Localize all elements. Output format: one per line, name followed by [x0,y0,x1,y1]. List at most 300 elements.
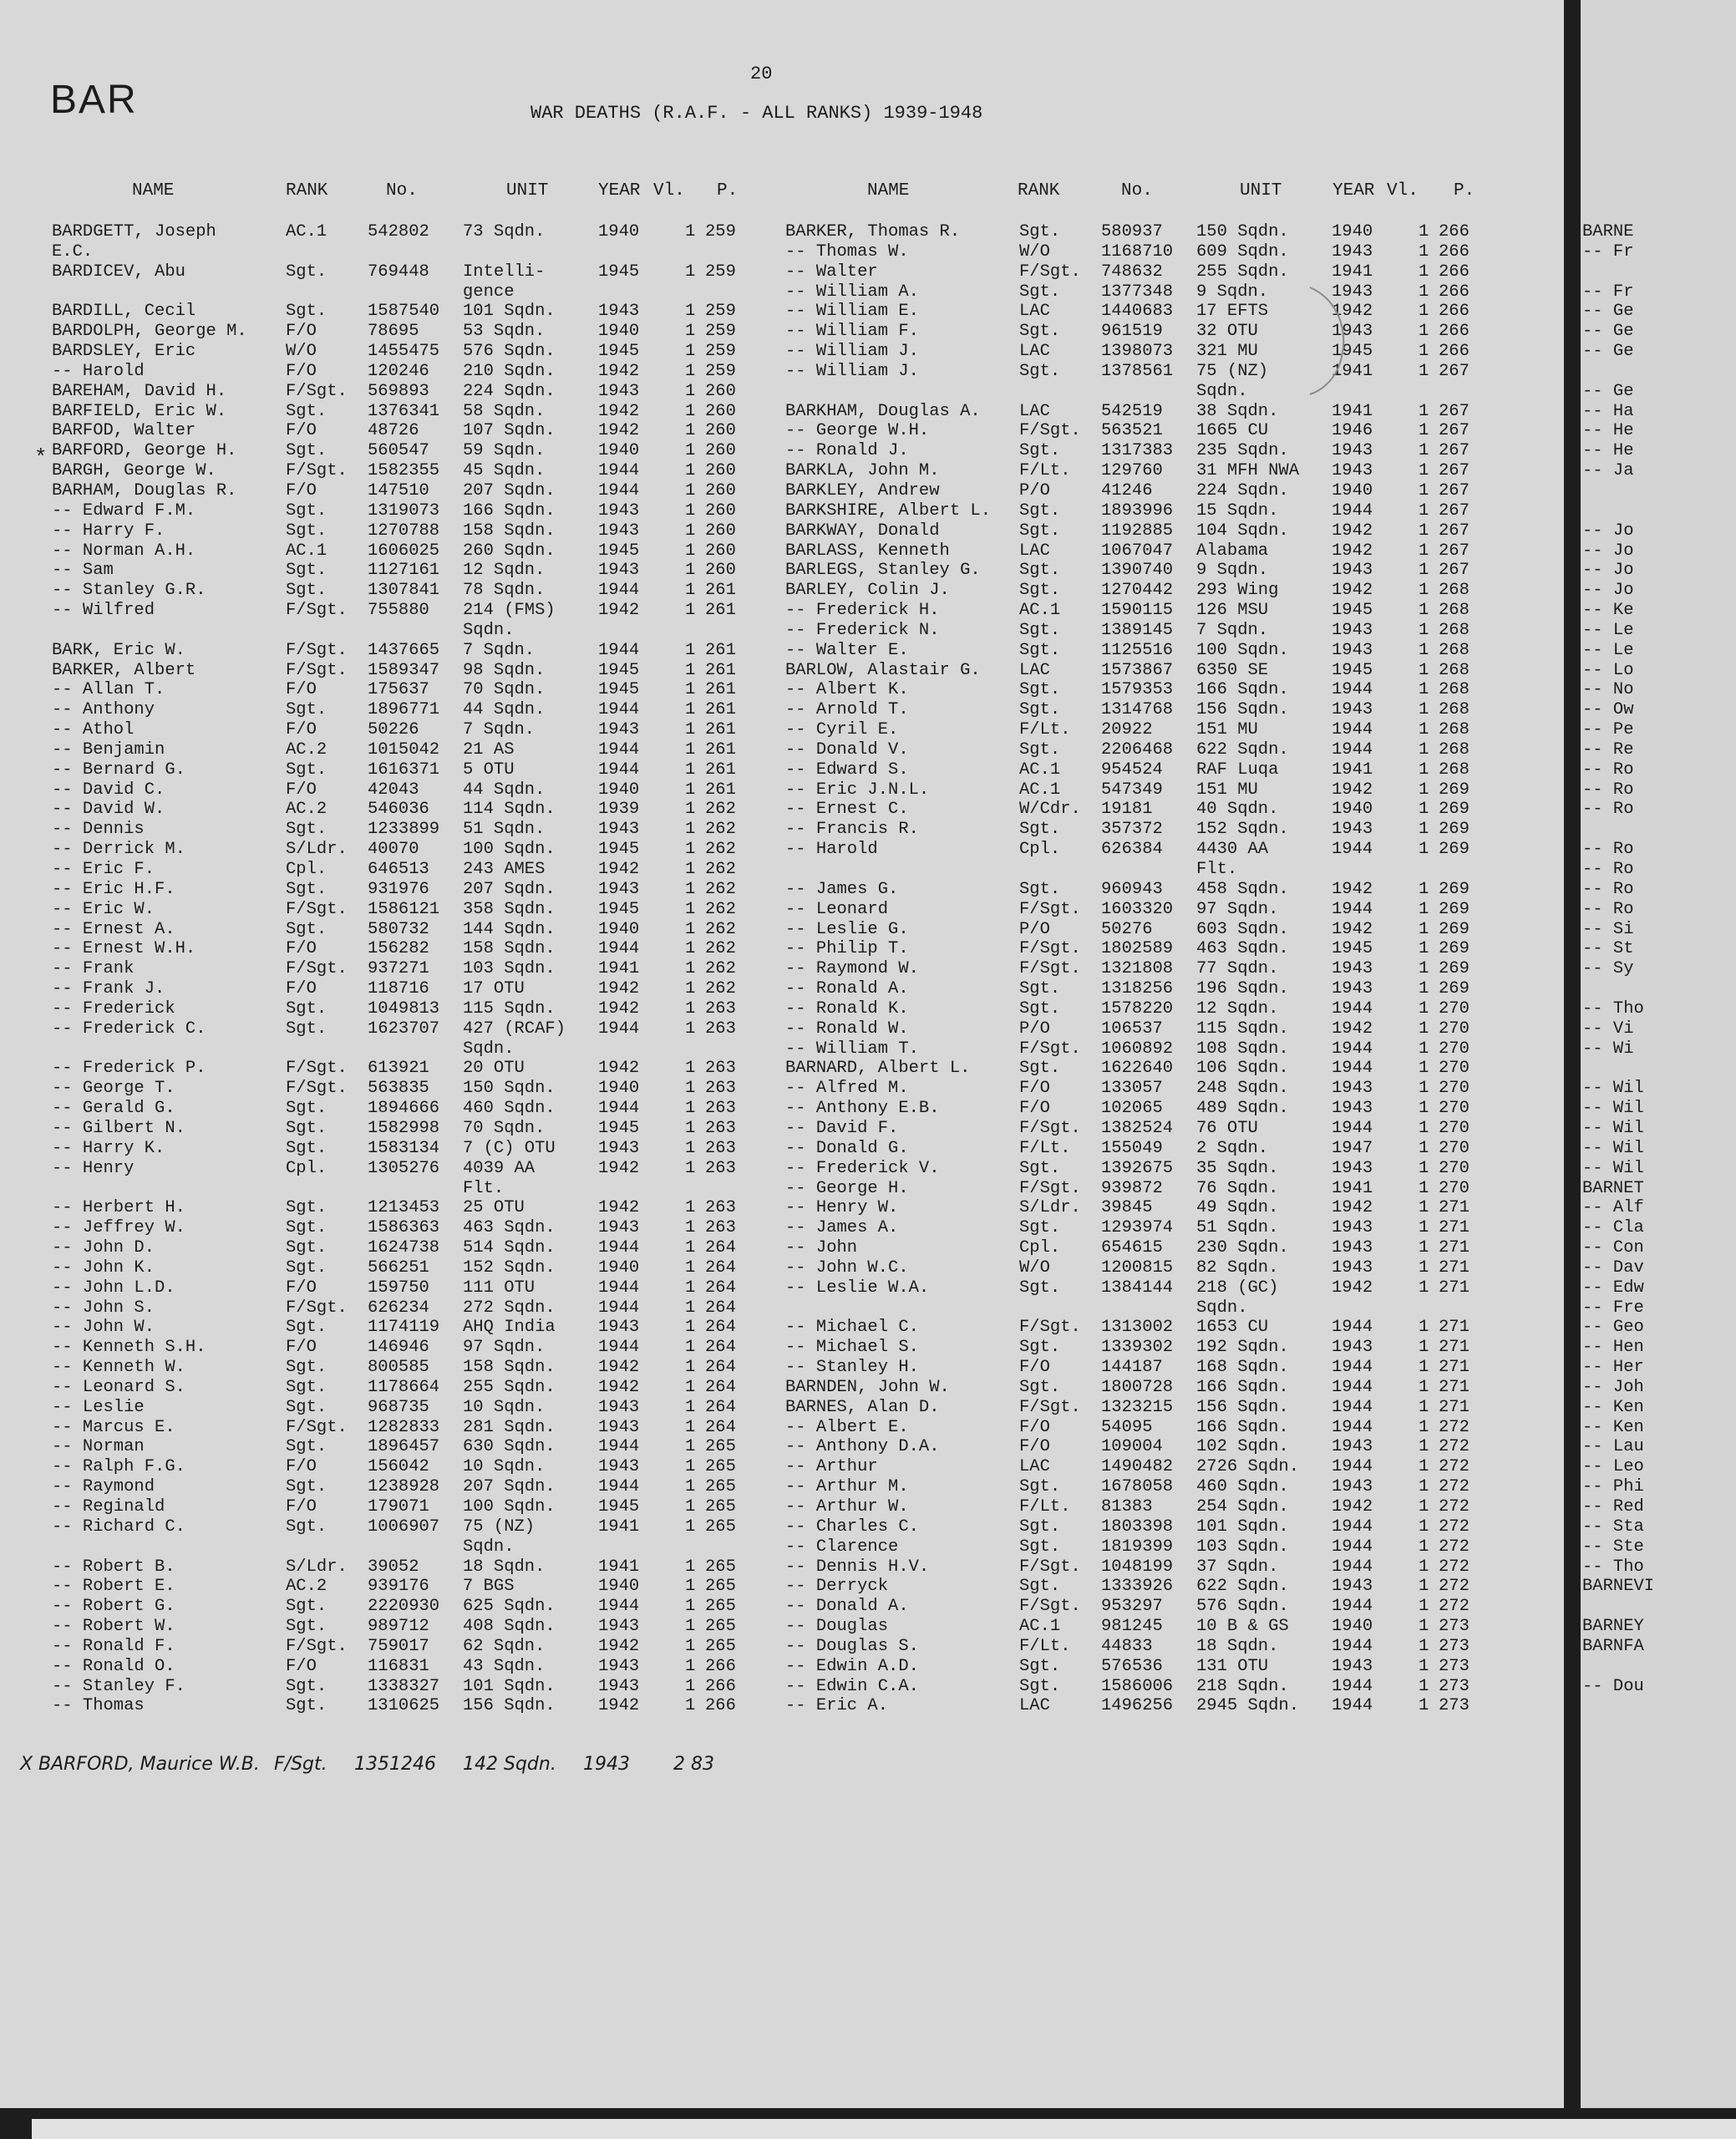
entries-left-column [52,222,787,1716]
entry-unit: 321 MU [1196,342,1258,362]
entry-year: 1941 [598,1517,640,1537]
entry-rank: F/O [286,361,317,381]
entry-p: 272 [1439,1537,1470,1557]
table-row [785,939,1520,959]
entry-vl: 1 [1419,660,1429,680]
entry-year: 1947 [1332,1138,1373,1158]
adjacent-entry: -- Sy [1582,959,1634,979]
entry-rank: Sgt. [1019,620,1061,640]
handwritten-rank: F/Sgt. [274,1754,327,1775]
adjacent-entry: -- Ste [1582,1537,1644,1557]
entry-rank: F/Lt. [1019,1636,1071,1656]
entry-vl: 1 [685,1577,696,1597]
entry-unit: 214 (FMS) [463,601,556,621]
table-row [52,1059,787,1079]
entry-p: 271 [1439,1238,1470,1258]
entry-year: 1943 [598,500,640,521]
entry-year: 1944 [598,760,640,780]
entry-rank: Sgt. [286,879,327,899]
entry-rank: Sgt. [1019,1158,1061,1178]
entry-unit: 77 Sqdn. [1196,959,1279,979]
entry-p: 273 [1439,1617,1470,1637]
table-row [52,1139,787,1159]
table-row [785,1677,1520,1697]
handwritten-name: BARFORD, Maurice W.B. [38,1754,260,1775]
entry-vl: 1 [1419,1636,1429,1656]
entry-unit: 210 Sqdn. [463,361,556,381]
entry-unit: 20 OTU [463,1059,525,1079]
entry-vl: 1 [685,780,696,800]
adjacent-entry [1582,481,1654,501]
entry-p: 264 [705,1397,736,1417]
entry-p: 271 [1439,1218,1470,1238]
adjacent-entry: -- Cla [1582,1218,1644,1238]
entry-rank: F/Sgt. [1019,899,1081,919]
entry-name: -- Ernest A. [52,919,175,939]
entry-year: 1942 [598,1059,640,1079]
entry-unit: 7 Sqdn. [463,720,536,740]
entry-rank: F/Lt. [1019,720,1071,740]
entry-p: 266 [705,1656,736,1676]
entry-rank: Sgt. [286,1397,327,1417]
table-row [52,1696,787,1716]
entry-name: BARLEY, Colin J. [785,581,950,601]
table-row [52,581,787,601]
entry-year: 1943 [598,1138,640,1158]
entry-year: 1941 [1332,1178,1373,1198]
entry-vl: 1 [685,1019,696,1039]
entry-year: 1944 [1332,1397,1373,1417]
table-row [785,1298,1520,1318]
table-row [52,860,787,880]
entry-vl: 1 [1419,1099,1429,1119]
table-row [785,1139,1520,1159]
entry-unit: 10 B & GS [1196,1617,1289,1637]
entry-name: -- Michael C. [785,1318,919,1338]
entry-rank: F/O [286,680,317,700]
entry-year: 1944 [598,1099,640,1119]
entry-no: 116831 [368,1656,429,1676]
table-row [785,1198,1520,1218]
handwritten-unit: 142 Sqdn. [463,1754,556,1775]
entry-name: -- Ronald A. [785,979,909,999]
entry-no: 40070 [368,840,419,860]
entry-vl: 1 [1419,1696,1429,1716]
entry-year: 1944 [1332,1557,1373,1577]
entry-vl: 1 [685,1517,696,1537]
entry-vl: 1 [1419,979,1429,999]
entry-year: 1942 [1332,521,1373,541]
entry-year: 1944 [1332,1318,1373,1338]
entry-rank: F/Sgt. [286,959,348,979]
entry-no: 1390740 [1101,561,1174,581]
entry-unit: 2726 Sqdn. [1196,1457,1300,1477]
entry-no: 1894666 [368,1099,440,1119]
entry-rank: F/Sgt. [286,1059,348,1079]
table-row [52,1159,787,1179]
entry-no: 1586363 [368,1218,440,1238]
entry-name: -- David W. [52,800,165,820]
entry-name: -- Leslie G. [785,919,909,939]
entry-rank: F/O [286,1497,317,1517]
entry-rank: Cpl. [286,860,327,879]
entry-vl: 1 [1419,1019,1429,1039]
adjacent-entry: -- Her [1582,1358,1644,1378]
entry-year: 1943 [598,302,640,322]
entry-p: 272 [1439,1577,1470,1597]
entry-p: 260 [705,381,736,401]
entry-year: 1943 [598,720,640,740]
entry-year: 1941 [598,1557,640,1577]
entry-year: 1940 [598,1257,640,1278]
entry-unit: Alabama [1196,541,1269,561]
entry-year: 1943 [1332,1656,1373,1676]
entry-no: 1333926 [1101,1577,1174,1597]
entry-rank: Sgt. [286,998,327,1019]
entry-no: 569893 [368,381,429,401]
entry-rank: S/Ldr. [286,1557,348,1577]
entry-vl: 1 [685,322,696,342]
table-row [52,1298,787,1318]
entry-p: 267 [1439,521,1470,541]
entry-name: BARFIELD, Eric W. [52,401,227,421]
entry-year: 1942 [1332,1497,1373,1517]
entry-rank: F/O [286,1656,317,1676]
entry-name: -- Arthur W. [785,1497,909,1517]
adjacent-entry: BARNET [1582,1178,1644,1198]
entry-unit: 281 Sqdn. [463,1417,556,1437]
entry-no: 1305276 [368,1158,440,1178]
adjacent-entry: -- Jo [1582,521,1634,541]
entry-p: 266 [1439,222,1470,241]
entry-vl: 1 [1419,1676,1429,1696]
table-row [785,800,1520,820]
table-row [52,840,787,860]
adjacent-entry: -- Lau [1582,1437,1644,1457]
entry-p: 269 [1439,800,1470,820]
entry-no: 144187 [1101,1358,1163,1378]
header-unit-right: UNIT [1240,181,1282,201]
entry-name: -- Robert E. [52,1577,175,1597]
entry-vl: 1 [1419,879,1429,899]
entry-no: 1321808 [1101,959,1174,979]
table-row [785,1059,1520,1079]
entry-year: 1943 [598,1656,640,1676]
table-row [52,1039,787,1059]
entry-vl: 1 [685,1138,696,1158]
entry-unit: 489 Sqdn. [1196,1099,1289,1119]
table-row [785,1079,1520,1099]
entry-p: 260 [705,480,736,500]
entry-p: 271 [1439,1257,1470,1278]
entry-p: 260 [705,421,736,441]
entry-vl: 1 [1419,302,1429,322]
entry-no: 1579353 [1101,680,1174,700]
adjacent-entry [1582,1657,1654,1677]
entry-vl: 1 [1419,1358,1429,1378]
table-row [52,302,787,322]
entry-rank: Sgt. [286,581,327,601]
entry-vl: 1 [685,860,696,879]
entry-unit: 4039 AA [463,1158,536,1178]
entry-vl: 1 [685,521,696,541]
entry-vl: 1 [1419,1318,1429,1338]
entry-unit: 166 Sqdn. [1196,1417,1289,1437]
entry-name: -- Stanley F. [52,1676,185,1696]
entry-no: 19181 [1101,800,1153,820]
entry-unit: 224 Sqdn. [463,381,556,401]
entry-unit: 151 MU [1196,720,1258,740]
entry-no: 1590115 [1101,601,1174,621]
entry-unit: 101 Sqdn. [463,1676,556,1696]
entry-year: 1945 [598,899,640,919]
entry-p: 259 [705,322,736,342]
entry-name: -- Frederick [52,998,175,1019]
entry-year: 1943 [1332,640,1373,660]
entry-no: 1178664 [368,1377,440,1397]
entry-unit: 78 Sqdn. [463,581,546,601]
entry-year: 1943 [598,381,640,401]
table-row [785,1557,1520,1578]
entry-unit: 196 Sqdn. [1196,979,1289,999]
entry-name: -- Kenneth W. [52,1358,185,1378]
entry-unit: 254 Sqdn. [1196,1497,1289,1517]
header-unit-left: UNIT [506,181,549,201]
entry-unit: 12 Sqdn. [463,561,546,581]
adjacent-entry: -- Con [1582,1238,1644,1258]
entry-p: 268 [1439,620,1470,640]
entry-no: 1127161 [368,561,440,581]
entry-vl: 1 [1419,1079,1429,1099]
adjacent-entry: -- Fr [1582,282,1634,302]
entry-no: 748632 [1101,262,1163,282]
entry-no: 1392675 [1101,1158,1174,1178]
entry-unit: Sqdn. [463,1537,515,1557]
entry-p: 272 [1439,1417,1470,1437]
table-row [785,1597,1520,1617]
entry-vl: 1 [685,1696,696,1716]
entry-rank: AC.2 [286,739,327,760]
adjacent-entry: -- Pe [1582,720,1634,740]
entry-no: 179071 [368,1497,429,1517]
entry-unit: Sqdn. [1196,381,1248,401]
adjacent-entry: BARNEY [1582,1617,1644,1637]
entry-unit: 622 Sqdn. [1196,1577,1289,1597]
entry-no: 1440683 [1101,302,1174,322]
entry-rank: AC.1 [286,222,327,241]
table-row [52,601,787,621]
entry-p: 265 [705,1636,736,1656]
entry-year: 1942 [598,979,640,999]
adjacent-entry: -- Jo [1582,581,1634,601]
entry-unit: 49 Sqdn. [1196,1198,1279,1218]
entry-name: BARDILL, Cecil [52,302,196,322]
entry-year: 1942 [598,601,640,621]
table-row [52,680,787,700]
entry-unit: 5 OTU [463,760,515,780]
table-row [785,322,1520,342]
entry-name: BARGH, George W. [52,461,216,481]
entry-name: BARK, Eric W. [52,640,185,660]
entry-year: 1942 [1332,581,1373,601]
adjacent-entry: -- Wi [1582,1039,1634,1059]
entry-vl: 1 [685,1656,696,1676]
entry-name: -- John K. [52,1257,155,1278]
table-row [52,1338,787,1358]
table-row [785,1477,1520,1497]
entry-name: -- Dennis H.V. [785,1557,930,1577]
entry-p: 272 [1439,1437,1470,1457]
entry-rank: Sgt. [286,1696,327,1716]
entry-unit: 76 OTU [1196,1118,1258,1138]
entry-no: 1622640 [1101,1059,1174,1079]
table-row [785,481,1520,501]
adjacent-entry: -- Leo [1582,1457,1644,1477]
entry-name: -- Bernard G. [52,760,185,780]
entry-rank: Sgt. [286,521,327,541]
entry-year: 1943 [1332,1099,1373,1119]
entry-no: 931976 [368,879,429,899]
entry-year: 1942 [1332,879,1373,899]
entry-no: 1313002 [1101,1318,1174,1338]
entry-name: -- Edward S. [785,760,909,780]
entry-vl: 1 [1419,262,1429,282]
entry-vl: 1 [1419,1138,1429,1158]
table-row [785,222,1520,242]
table-row [785,979,1520,999]
entry-rank: F/O [1019,1417,1050,1437]
entry-year: 1944 [1332,1417,1373,1437]
entry-unit: 32 OTU [1196,322,1258,342]
entry-rank: Sgt. [1019,361,1061,381]
entry-rank: F/O [286,421,317,441]
entry-unit: 75 (NZ) [463,1517,536,1537]
entry-name: -- Ronald K. [785,998,909,1019]
entry-name: -- Michael S. [785,1338,919,1358]
entry-rank: Sgt. [286,919,327,939]
adjacent-entry: -- Ro [1582,840,1634,860]
entry-unit: 576 Sqdn. [463,342,556,362]
adjacent-entry [1582,1597,1654,1617]
entry-year: 1944 [1332,840,1373,860]
entry-name: -- Robert B. [52,1557,175,1577]
entry-year: 1945 [598,680,640,700]
entry-unit: 44 Sqdn. [463,780,546,800]
entry-p: 269 [1439,939,1470,959]
entry-rank: F/O [1019,1079,1050,1099]
entry-year: 1945 [598,1118,640,1138]
entry-vl: 1 [685,480,696,500]
table-row [52,820,787,840]
table-row [785,1418,1520,1438]
entry-no: 1587540 [368,302,440,322]
entry-name: -- Walter E. [785,640,909,660]
entry-rank: Sgt. [286,1138,327,1158]
entry-year: 1943 [1332,1437,1373,1457]
entry-p: 269 [1439,820,1470,840]
entry-unit: 463 Sqdn. [463,1218,556,1238]
entry-unit: 2 Sqdn. [1196,1138,1269,1158]
entry-rank: F/Sgt. [1019,1597,1081,1617]
entry-vl: 1 [1419,1437,1429,1457]
entry-p: 263 [705,1059,736,1079]
entry-name: -- Athol [52,720,135,740]
adjacent-entry [1582,820,1654,840]
entry-unit: 224 Sqdn. [1196,480,1289,500]
entry-unit: 255 Sqdn. [463,1377,556,1397]
entry-p: 268 [1439,700,1470,720]
entry-year: 1943 [598,879,640,899]
entry-p: 262 [705,959,736,979]
entry-p: 269 [1439,979,1470,999]
adjacent-entry [1582,501,1654,521]
entry-vl: 1 [1419,282,1429,302]
entry-rank: Sgt. [1019,322,1061,342]
entry-name: -- Alfred M. [785,1079,909,1099]
entry-year: 1943 [598,820,640,840]
entry-name: -- John D. [52,1238,155,1258]
entry-year: 1943 [598,1218,640,1238]
table-row [52,1577,787,1597]
entry-no: 1323215 [1101,1397,1174,1417]
entry-p: 265 [705,1517,736,1537]
entry-year: 1943 [598,1397,640,1417]
table-row [785,342,1520,362]
entry-vl: 1 [1419,1656,1429,1676]
entry-no: 175637 [368,680,429,700]
adjacent-entry: -- Ro [1582,800,1634,820]
adjacent-entry: -- Re [1582,739,1634,760]
entry-rank: W/Cdr. [1019,800,1081,820]
entry-year: 1944 [1332,1517,1373,1537]
entry-vl: 1 [1419,342,1429,362]
entry-vl: 1 [1419,1257,1429,1278]
entry-name: -- Robert G. [52,1597,175,1617]
entry-no: 563521 [1101,421,1163,441]
entry-no: 2220930 [368,1597,440,1617]
entry-no: 20922 [1101,720,1153,740]
table-row [52,880,787,900]
entry-name: BARKSHIRE, Albert L. [785,500,992,521]
table-row [52,760,787,780]
entry-no: 39052 [368,1557,419,1577]
entry-no: 613921 [368,1059,429,1079]
entry-name: -- Arnold T. [785,700,909,720]
table-row [52,1179,787,1199]
entry-vl: 1 [1419,1577,1429,1597]
entry-no: 357372 [1101,820,1163,840]
entry-p: 266 [1439,282,1470,302]
entry-p: 260 [705,500,736,521]
entry-p: 272 [1439,1457,1470,1477]
entry-no: 1389145 [1101,620,1174,640]
entry-name: -- Gerald G. [52,1099,175,1119]
entry-rank: Sgt. [286,1597,327,1617]
entry-name: E.C. [52,241,94,262]
adjacent-entry: -- Dou [1582,1676,1644,1696]
entry-name: -- John S. [52,1298,155,1318]
table-row [785,1318,1520,1338]
entry-rank: F/O [1019,1099,1050,1119]
entry-unit: 152 Sqdn. [1196,820,1289,840]
entry-vl: 1 [1419,899,1429,919]
entry-p: 265 [705,1437,736,1457]
entry-rank: Sgt. [286,302,327,322]
entry-p: 262 [705,820,736,840]
entry-rank: F/Sgt. [286,461,348,481]
table-row [52,800,787,820]
entry-vl: 1 [1419,1537,1429,1557]
